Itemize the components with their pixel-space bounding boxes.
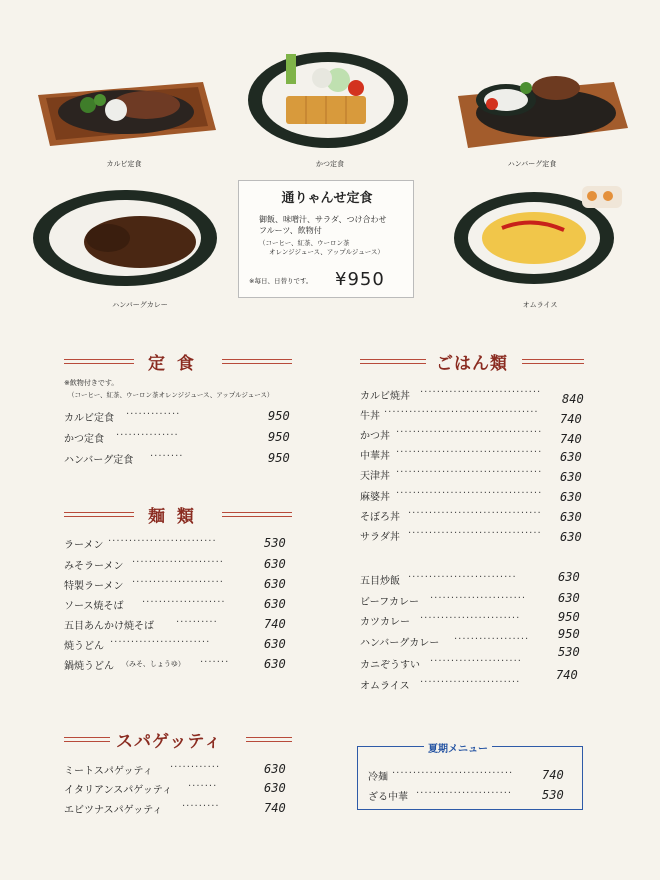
item-name: カニぞうすい bbox=[360, 660, 420, 671]
item-leader: ··································· bbox=[396, 488, 543, 499]
item-name: ソース焼そば bbox=[64, 601, 124, 612]
item-leader: ········· bbox=[182, 801, 220, 812]
section-rule bbox=[522, 359, 584, 364]
section-title-men: 麺 類 bbox=[148, 507, 197, 527]
item-name: 焼うどん bbox=[64, 641, 104, 652]
item-leader: ······················ bbox=[430, 656, 522, 667]
item-leader: ····························· bbox=[420, 387, 542, 398]
set-menu-note: ※毎日、日替りです。 bbox=[249, 277, 313, 285]
item-leader: ····································· bbox=[384, 407, 539, 418]
item-price: 630 bbox=[558, 570, 580, 584]
item-leader: ······· bbox=[188, 781, 218, 792]
item-price: 840 bbox=[562, 392, 584, 406]
item-price: 630 bbox=[560, 450, 582, 464]
item-leader: ································ bbox=[408, 528, 542, 539]
photo-caption: カルビ定食 bbox=[106, 160, 142, 168]
photo-karubi-teishoku bbox=[28, 60, 218, 155]
item-leader: ······················· bbox=[430, 593, 527, 604]
item-price: 630 bbox=[264, 637, 286, 651]
item-name: 麻婆丼 bbox=[360, 492, 390, 503]
item-price: 950 bbox=[268, 451, 290, 465]
item-leader: ······················ bbox=[132, 577, 224, 588]
item-leader: ·········· bbox=[176, 617, 218, 628]
item-leader: ········ bbox=[150, 451, 184, 462]
item-leader: ························ bbox=[420, 613, 521, 624]
item-leader: ························ bbox=[110, 637, 211, 648]
item-leader: ···················· bbox=[142, 597, 226, 608]
item-name: 中華丼 bbox=[360, 451, 390, 462]
item-price: 630 bbox=[264, 657, 286, 671]
item-name: 天津丼 bbox=[360, 471, 390, 482]
set-menu-drinks: オレンジジュース、アップルジュース） bbox=[269, 248, 384, 256]
section-title-teishoku: 定 食 bbox=[148, 354, 197, 374]
photo-caption: かつ定食 bbox=[316, 160, 344, 168]
section-title-gohan: ごはん類 bbox=[436, 354, 508, 374]
item-leader: ·················· bbox=[454, 634, 530, 645]
item-price: 630 bbox=[264, 762, 286, 776]
section-rule bbox=[64, 737, 110, 742]
item-leader: ············· bbox=[126, 409, 181, 420]
item-name: ラーメン bbox=[64, 540, 104, 551]
item-name: カルビ定食 bbox=[64, 413, 114, 424]
item-price: 740 bbox=[560, 412, 582, 426]
section-rule bbox=[222, 512, 292, 517]
photo-omurice bbox=[452, 180, 632, 290]
item-price: 630 bbox=[264, 781, 286, 795]
item-price: 950 bbox=[558, 627, 580, 641]
item-leader: ·························· bbox=[108, 536, 217, 547]
set-menu-title: 通りゃんせ定食 bbox=[281, 191, 373, 206]
item-leader: ································ bbox=[408, 508, 542, 519]
item-price: 740 bbox=[264, 801, 286, 815]
item-name: そぼろ丼 bbox=[360, 512, 400, 523]
item-name: かつ定食 bbox=[64, 434, 104, 445]
item-name: イタリアンスパゲッティ bbox=[64, 785, 173, 796]
item-name: ビーフカレー bbox=[360, 597, 419, 608]
item-leader: ·························· bbox=[408, 572, 517, 583]
item-name: 冷麺 bbox=[368, 772, 388, 783]
item-price: 630 bbox=[560, 530, 582, 544]
item-name: カツカレー bbox=[360, 617, 410, 628]
item-name: ハンバーグ定食 bbox=[64, 455, 134, 466]
item-price: 530 bbox=[542, 788, 564, 802]
section-rule bbox=[360, 359, 426, 364]
item-price: 630 bbox=[560, 490, 582, 504]
item-name: 鍋焼うどん bbox=[64, 661, 114, 672]
item-price: 630 bbox=[264, 557, 286, 571]
item-price: 630 bbox=[558, 591, 580, 605]
section-rule bbox=[64, 359, 134, 364]
teishoku-note: ※飲物付きです。 bbox=[64, 379, 119, 387]
photo-caption: ハンバーグ定食 bbox=[507, 160, 557, 168]
section-rule bbox=[64, 512, 134, 517]
item-name: ハンバーグカレー bbox=[360, 638, 440, 649]
item-price: 630 bbox=[560, 510, 582, 524]
item-price: 950 bbox=[558, 610, 580, 624]
item-leader: ····························· bbox=[392, 768, 514, 779]
item-price: 530 bbox=[264, 536, 286, 550]
item-leader: ··································· bbox=[396, 467, 543, 478]
item-name: サラダ丼 bbox=[360, 532, 400, 543]
item-name: 五目あんかけ焼そば bbox=[64, 621, 154, 632]
item-name: ざる中華 bbox=[368, 792, 408, 803]
photo-katsu-teishoku bbox=[246, 44, 411, 152]
photo-caption: オムライス bbox=[522, 301, 558, 309]
photo-hamburg-teishoku bbox=[446, 58, 631, 158]
section-title-spaghetti: スパゲッティ bbox=[116, 732, 222, 752]
set-menu-desc: フルーツ、飲物付 bbox=[259, 226, 322, 235]
item-price: 740 bbox=[560, 432, 582, 446]
item-leader: ························ bbox=[420, 677, 521, 688]
item-name: かつ丼 bbox=[360, 431, 390, 442]
item-leader: ······· bbox=[200, 657, 230, 668]
item-price: 630 bbox=[264, 577, 286, 591]
item-price: 740 bbox=[264, 617, 286, 631]
item-sub: （みそ、しょうゆ） bbox=[122, 660, 185, 668]
photo-hamburg-curry bbox=[30, 186, 220, 291]
teishoku-note: （コーヒー、紅茶、ウーロン茶オレンジジュース、アップルジュース） bbox=[68, 391, 274, 399]
item-leader: ··································· bbox=[396, 427, 543, 438]
set-menu-desc: 御飯、味噌汁、サラダ、つけ合わせ bbox=[259, 215, 387, 224]
item-price: 950 bbox=[268, 409, 290, 423]
item-leader: ············ bbox=[170, 762, 221, 773]
set-menu-drinks: （コーヒー、紅茶、ウーロン茶 bbox=[259, 239, 350, 247]
item-price: 530 bbox=[558, 645, 580, 659]
item-price: 630 bbox=[264, 597, 286, 611]
item-leader: ······················· bbox=[416, 788, 513, 799]
item-price: 630 bbox=[560, 470, 582, 484]
item-price: 950 bbox=[268, 430, 290, 444]
item-name: ミートスパゲッティ bbox=[64, 766, 153, 777]
item-name: 特製ラーメン bbox=[64, 581, 124, 592]
item-name: 五目炒飯 bbox=[360, 576, 400, 587]
item-name: オムライス bbox=[360, 681, 410, 692]
item-leader: ······················ bbox=[132, 557, 224, 568]
item-price: 740 bbox=[542, 768, 564, 782]
summer-menu-title: 夏期メニュー bbox=[424, 740, 492, 755]
section-rule bbox=[222, 359, 292, 364]
item-leader: ··············· bbox=[116, 430, 179, 441]
set-menu-price: ¥950 bbox=[335, 269, 385, 290]
item-name: カルビ焼丼 bbox=[360, 391, 410, 402]
item-price: 740 bbox=[556, 668, 578, 682]
set-menu-box bbox=[238, 180, 414, 298]
item-name: エビツナスパゲッティ bbox=[64, 805, 163, 816]
item-name: 牛丼 bbox=[360, 411, 380, 422]
photo-caption: ハンバーグカレー bbox=[112, 301, 168, 309]
item-leader: ··································· bbox=[396, 447, 543, 458]
item-name: みそラーメン bbox=[64, 561, 124, 572]
section-rule bbox=[246, 737, 292, 742]
